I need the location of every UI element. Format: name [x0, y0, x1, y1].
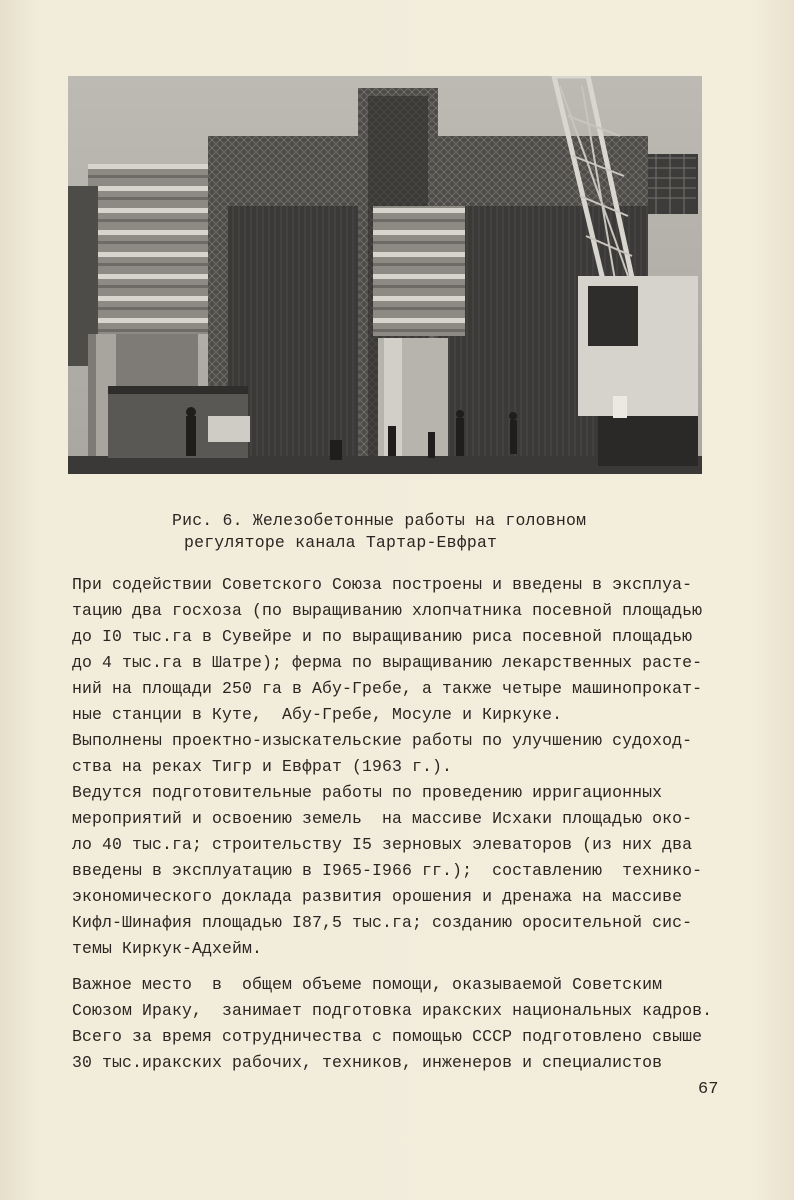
text-line: до 4 тыс.га в Шатре); ферма по выращиванию лекарственных расте-	[72, 653, 703, 672]
text-line: Кифл-Шинафия площадью I87,5 тыс.га; созданию оросительной сис-	[72, 913, 693, 932]
paragraph-3	[72, 780, 732, 962]
body-text	[72, 572, 732, 1076]
text-line: Всего за время сотрудничества с помощью СССР подготовлено свыше	[72, 1027, 703, 1046]
text-line: ний на площади 250 га в Абу-Гребе, а также четыре машинопрокат-	[72, 679, 703, 698]
text-line: 30 тыс.иракских рабочих, техников, инженеров и специалистов	[72, 1053, 663, 1072]
construction-photo	[68, 76, 702, 474]
paragraph-2	[72, 728, 732, 780]
text-line: введены в эксплуатацию в I965-I966 гг.); составлению технико-	[72, 861, 703, 880]
text-line: ло 40 тыс.га; строительству I5 зерновых элеваторов (из них два	[72, 835, 693, 854]
text-line: тацию два госхоза (по выращиванию хлопчатника посевной площадью	[72, 601, 703, 620]
figure-caption	[172, 510, 652, 554]
caption-line-2: регуляторе канала Тартар-Евфрат	[184, 533, 498, 552]
text-line: Важное место в общем объеме помощи, оказываемой Советским	[72, 975, 663, 994]
text-line: мероприятий и освоению земель на массиве Исхаки площадью око-	[72, 809, 693, 828]
text-line: темы Киркук-Адхейм.	[72, 939, 263, 958]
paragraph-4	[72, 972, 732, 1076]
paragraph-gap	[72, 962, 732, 972]
page-number: 67	[698, 1080, 719, 1099]
text-line: Выполнены проектно-изыскательские работы по улучшению судоход-	[72, 731, 693, 750]
text-line: Ведутся подготовительные работы по проведению ирригационных	[72, 783, 663, 802]
text-line: ства на реках Тигр и Евфрат (1963 г.).	[72, 757, 453, 776]
text-line: до I0 тыс.га в Сувейре и по выращиванию риса посевной площадью	[72, 627, 693, 646]
paragraph-1	[72, 572, 732, 728]
text-line: ные станции в Куте, Абу-Гребе, Мосуле и Киркуке.	[72, 705, 563, 724]
text-line: При содействии Советского Союза построены и введены в эксплуа-	[72, 575, 693, 594]
text-line: экономического доклада развития орошения и дренажа на массиве	[72, 887, 683, 906]
caption-line-1: Рис. 6. Железобетонные работы на головном	[172, 511, 587, 530]
text-line: Союзом Ираку, занимает подготовка иракских национальных кадров.	[72, 1001, 713, 1020]
